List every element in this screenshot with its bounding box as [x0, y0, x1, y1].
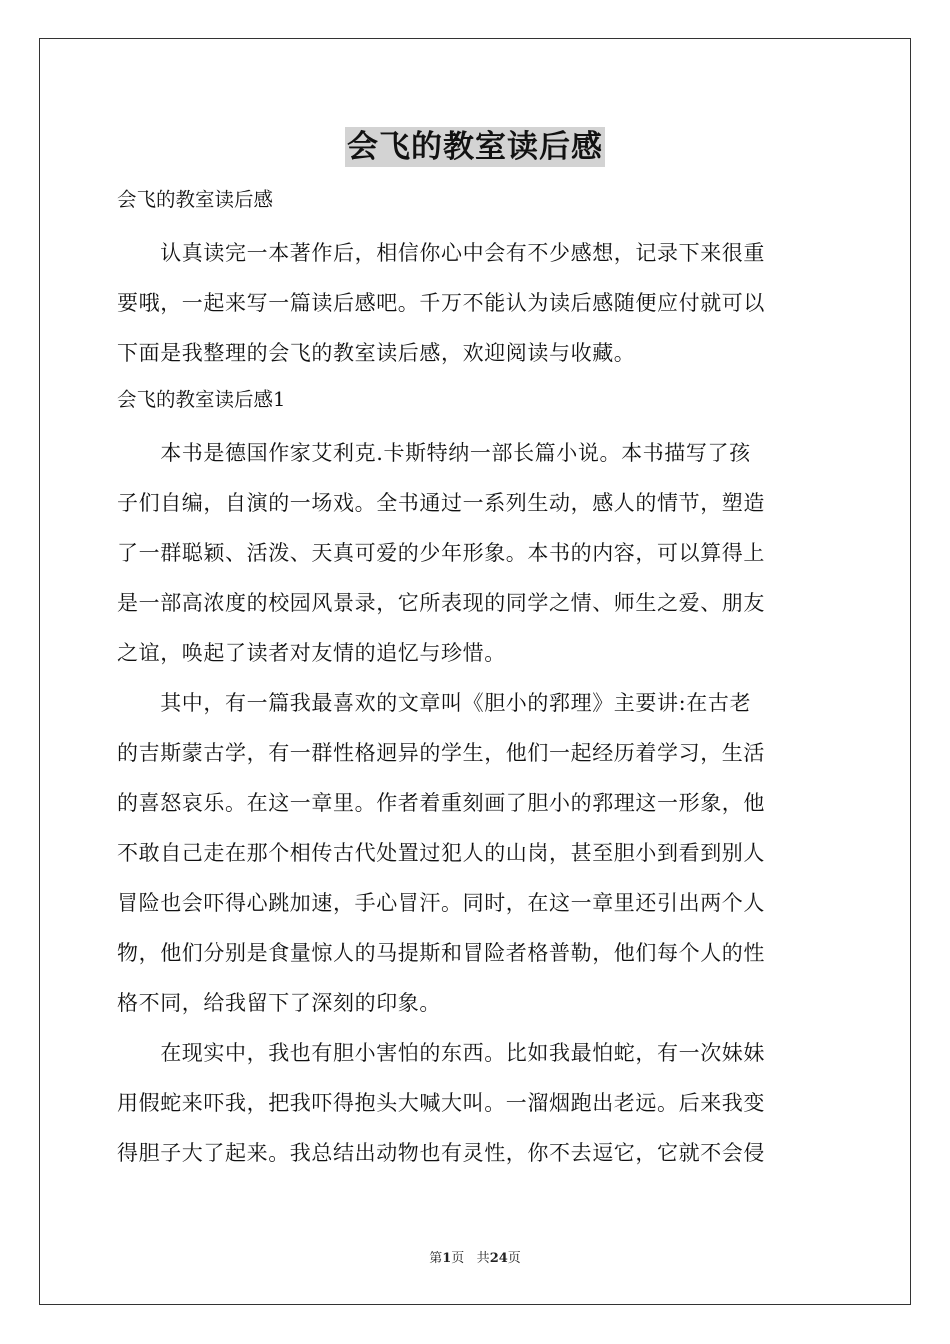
- paragraph-line: 冒险也会吓得心跳加速，手心冒汗。同时，在这一章里还引出两个人: [117, 891, 765, 915]
- paragraph-line: 用假蛇来吓我，把我吓得抱头大喊大叫。一溜烟跑出老远。后来我变: [117, 1091, 765, 1115]
- paragraph-line: 下面是我整理的会飞的教室读后感，欢迎阅读与收藏。: [117, 341, 636, 365]
- page-number: 1: [442, 1251, 452, 1266]
- document-body: [117, 180, 835, 1178]
- paragraph-line: 不敢自己走在那个相传古代处置过犯人的山岗，甚至胆小到看到别人: [117, 841, 765, 865]
- paragraph-line: 的吉斯蒙古学，有一群性格迥异的学生，他们一起经历着学习，生活: [117, 741, 765, 765]
- paragraph-line: 格不同，给我留下了深刻的印象。: [117, 991, 441, 1015]
- paragraph-line: 子们自编，自演的一场戏。全书通过一系列生动，感人的情节，塑造: [117, 491, 765, 515]
- paragraph-line: 得胆子大了起来。我总结出动物也有灵性，你不去逗它，它就不会侵: [117, 1141, 765, 1165]
- paragraph-line: 了一群聪颖、活泼、天真可爱的少年形象。本书的内容，可以算得上: [117, 541, 765, 565]
- section-heading: 会飞的教室读后感1: [117, 388, 286, 411]
- page-suffix: 页: [451, 1251, 465, 1266]
- page-prefix: 第: [429, 1251, 443, 1266]
- total-suffix: 页: [507, 1251, 521, 1266]
- total-prefix: 共: [476, 1251, 490, 1266]
- paragraph-line: 认真读完一本著作后，相信你心中会有不少感想，记录下来很重: [117, 241, 765, 265]
- paragraph-line: 物，他们分别是食量惊人的马提斯和冒险者格普勒，他们每个人的性: [117, 941, 765, 965]
- document-title-wrap: [0, 127, 950, 167]
- document-title: 会飞的教室读后感: [347, 129, 603, 165]
- paragraph-line: 其中，有一篇我最喜欢的文章叫《胆小的郛理》主要讲:在古老: [117, 691, 752, 715]
- paragraph-line: 之谊，唤起了读者对友情的追忆与珍惜。: [117, 641, 506, 665]
- subtitle: 会飞的教室读后感: [117, 188, 274, 211]
- total-pages: 24: [489, 1251, 508, 1266]
- paragraph-3: [117, 1028, 835, 1178]
- paragraph-2: [117, 678, 835, 1028]
- paragraph-line: 在现实中，我也有胆小害怕的东西。比如我最怕蛇，有一次妹妹: [117, 1041, 765, 1065]
- paragraph-line: 是一部高浓度的校园风景录，它所表现的同学之情、师生之爱、朋友: [117, 591, 765, 615]
- paragraph-line: 本书是德国作家艾利克.卡斯特纳一部长篇小说。本书描写了孩: [117, 441, 751, 465]
- paragraph-line: 的喜怒哀乐。在这一章里。作者着重刻画了胆小的郛理这一形象，他: [117, 791, 765, 815]
- paragraph-line: 要哦，一起来写一篇读后感吧。千万不能认为读后感随便应付就可以: [117, 291, 765, 315]
- intro-paragraph: [117, 228, 835, 378]
- page-footer: [0, 1247, 950, 1266]
- paragraph-1: [117, 428, 835, 678]
